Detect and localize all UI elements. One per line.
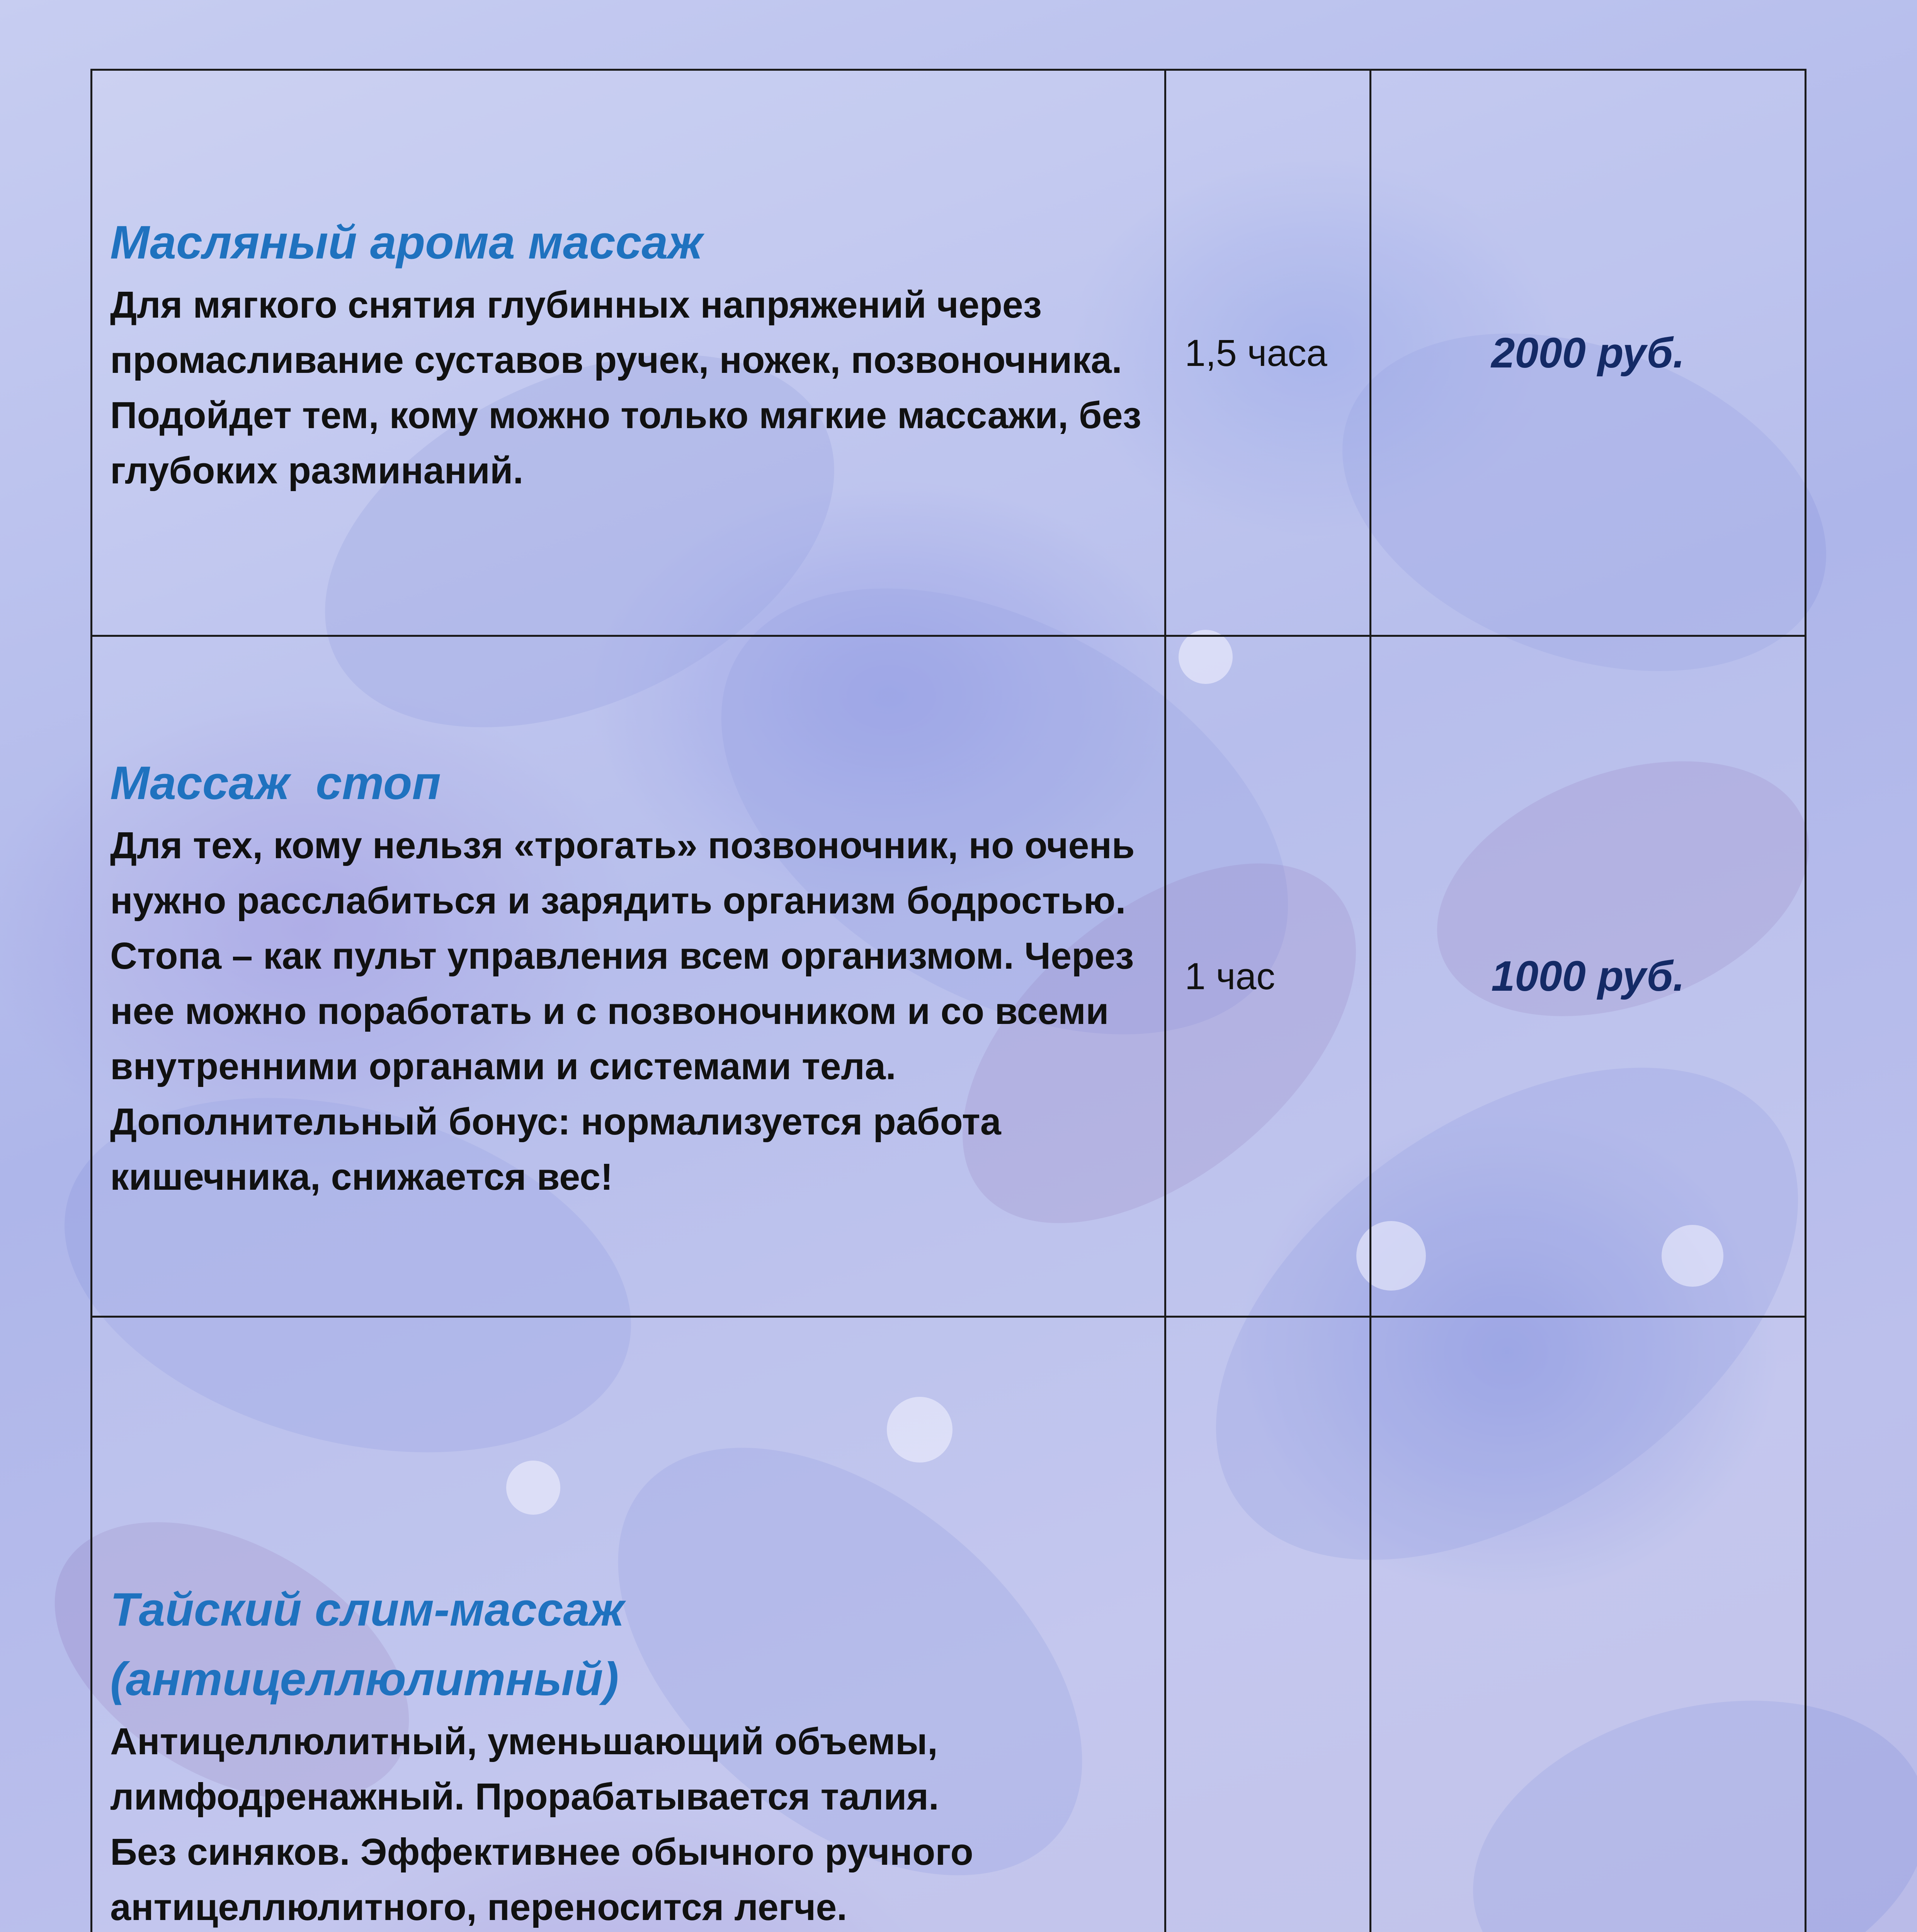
service-title: Массаж стоп	[110, 757, 441, 809]
service-title: Тайский слим-массаж (антицеллюлитный)	[110, 1583, 624, 1705]
service-description: Для тех, кому нельзя «трогать» позвоночник, но очень нужно расслабиться и зарядить организм бодростью. Стопа – как пульт управления всем организмом. Через нее можно поработать и с позвоночником и со всеми внутренними органами и системами тела. Дополнительный бонус: нормализуется работа кишечника, снижается вес!	[110, 824, 1135, 1198]
service-duration-cell	[1165, 636, 1371, 1317]
service-duration-cell	[1165, 70, 1371, 636]
service-description-cell	[92, 1317, 1165, 1932]
service-description-cell	[92, 70, 1165, 636]
service-description: Для мягкого снятия глубинных напряжений через промасливание суставов ручек, ножек, позвоночника. Подойдет тем, кому можно только мягкие массажи, без глубоких разминаний.	[110, 284, 1141, 492]
service-price: 2000 руб.	[1491, 329, 1685, 377]
service-duration-cell	[1165, 1317, 1371, 1932]
service-row-thai-slim-massage	[92, 1317, 1806, 1932]
service-title: Масляный арома массаж	[110, 216, 703, 269]
services-price-table	[90, 69, 1806, 1932]
service-price-cell	[1371, 636, 1806, 1317]
service-price-cell	[1371, 70, 1806, 636]
service-price-cell	[1371, 1317, 1806, 1932]
service-description-cell	[92, 636, 1165, 1317]
service-duration: 1,5 часа	[1185, 332, 1327, 374]
service-duration: 1 час	[1185, 955, 1275, 997]
service-row-oil-aroma-massage	[92, 70, 1806, 636]
service-price: 1000 руб.	[1491, 952, 1685, 1000]
service-description: Антицеллюлитный, уменьшающий объемы, лимфодренажный. Прорабатывается талия. Без синяков. Эффективнее обычного ручного антицеллюлитного, переносится легче.	[110, 1720, 973, 1928]
service-row-foot-massage	[92, 636, 1806, 1317]
